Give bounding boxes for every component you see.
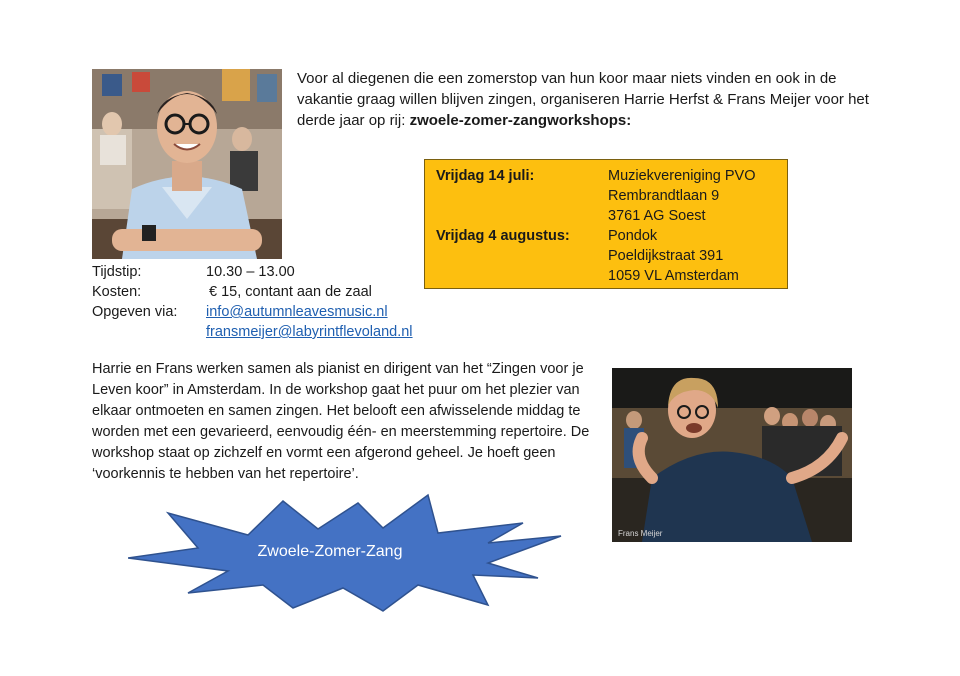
date-2: Vrijdag 4 augustus: [436,228,570,244]
time-label: Tijdstip: [92,264,142,280]
venue-1-street: Rembrandtlaan 9 [608,188,720,204]
dates-box [424,159,788,289]
date-1: Vrijdag 14 juli: [436,168,535,184]
photo-frans-meijer [612,368,852,542]
description-paragraph: Harrie en Frans werken samen als pianist en dirigent van het “Zingen voor je Leven koor” in Amsterdam. In de workshop gaat het puur om het plezier van elkaar ontmoeten en samen zingen. Het belooft een afwisselende middag te worden met een gevarieerd, eenvoudig één- en meerstemming repertoire. De workshop staat op zichzelf en vormt een afgerond geheel. Je hoeft geen ‘voorkennis te hebben van het repertoire’. [92,361,590,482]
venue-1-city: 3761 AG Soest [608,208,706,224]
intro-paragraph [297,68,877,131]
photo-harrie-herfst [92,69,282,259]
cost-label: Kosten: [92,284,142,300]
cost-value: € 15, contant aan de zaal [209,284,372,300]
intro-text: Voor al diegenen die een zomerstop van hun koor maar niets vinden en ook in de vakantie graag willen blijven zingen, organiseren Harrie Herfst & Frans Meijer voor het derde jaar op rij: [297,70,869,129]
intro-bold: zwoele-zomer-zangworkshops: [409,112,632,129]
email-link-2[interactable]: fransmeijer@labyrintflevoland.nl [206,324,413,340]
venue-2-name: Pondok [608,228,658,244]
time-value: 10.30 – 13.00 [206,264,295,280]
email-link-1[interactable]: info@autumnleavesmusic.nl [206,304,388,320]
venue-1-name: Muziekvereniging PVO [608,168,756,184]
photo-credit: Frans Meijer [618,529,663,538]
venue-2-city: 1059 VL Amsterdam [608,268,739,284]
venue-2-street: Poeldijkstraat 391 [608,248,724,264]
starburst-label: Zwoele-Zomer-Zang [257,543,403,560]
signup-label: Opgeven via: [92,304,178,320]
